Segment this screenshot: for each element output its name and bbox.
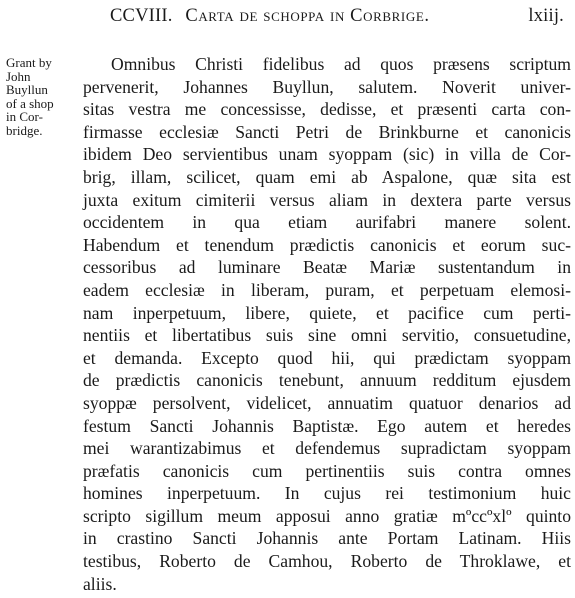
text-line: cessoribus ad luminare Beatæ Mariæ sustentandum in: [83, 257, 571, 278]
text-line: brig, illam, scilicet, quam emi ab Aspalone, quæ sita est: [83, 166, 571, 187]
marginal-note-line: John: [6, 68, 31, 84]
text-line: eadem ecclesiæ in liberam, puram, et perpetuam elemosi-: [83, 279, 571, 300]
marginal-note-line: bridge.: [6, 122, 43, 138]
text-line: ibidem Deo servientibus unam syoppam (sic) in villa de Cor-: [83, 144, 571, 165]
text-line: syoppæ persolvent, videlicet, annuatim quatuor denarios ad: [83, 392, 571, 413]
text-line: aliis.: [83, 573, 117, 594]
text-line: nentiis et libertatibus suis sine omni servitio, consuetudine,: [83, 325, 571, 346]
charter-number: CCVIII.: [110, 6, 173, 26]
text-line: festum Sancti Johannis Baptistæ. Ego autem et heredes: [83, 415, 571, 436]
text-line: scripto sigillum meum apposui anno gratiæ mºccºxlº quinto: [83, 505, 571, 526]
marginal-note-line: Grant by: [6, 55, 52, 70]
text-line: pervenerit, Johannes Buyllun, salutem. Noverit univer-: [83, 76, 571, 97]
text-line: in crastino Sancti Johannis ante Portam Latinam. Hiis: [83, 528, 571, 549]
text-line: Habendum et tenendum prædictis canonicis et eorum suc-: [83, 234, 571, 255]
text-line: occidentem in qua etiam aurifabri manere solent.: [83, 212, 571, 233]
text-line: mei warantizabimus et defendemus supradictam syoppam: [83, 438, 571, 459]
text-line: et demanda. Excepto quod hii, qui prædictam syoppam: [83, 347, 571, 368]
running-header: [110, 6, 568, 32]
text-line: testibus, Roberto de Camhou, Roberto de Throklawe, et: [83, 551, 571, 572]
marginal-note-line: in Cor-: [6, 109, 43, 125]
folio-number: lxiij.: [528, 6, 564, 26]
text-line: juxta exitum cimiterii versus aliam in dextera parte versus: [83, 189, 571, 210]
text-line: Omnibus Christi fidelibus ad quos præsens scriptum: [111, 54, 571, 74]
text-line: firmasse ecclesiæ Sancti Petri de Brinkburne et canonicis: [83, 121, 571, 142]
text-line: nam inperpetuum, libere, quiete, et pacifice cum perti-: [83, 302, 571, 323]
text-line: præfatis canonicis cum pertinentiis suis contra omnes: [83, 460, 571, 481]
text-line: de prædictis canonicis tenebunt, annuum redditum ejusdem: [83, 370, 571, 391]
marginal-note: [6, 56, 78, 138]
text-line: sitas vestra me concessisse, dedisse, et præsenti carta con-: [83, 99, 571, 120]
text-line: homines inperpetuum. In cujus rei testimonium huic: [83, 483, 571, 504]
marginal-note-line: Buyllun: [6, 82, 48, 98]
charter-text: [83, 53, 571, 595]
marginal-note-line: of a shop: [6, 95, 54, 111]
charter-title: Carta de schoppa in Corbrige.: [185, 6, 430, 26]
